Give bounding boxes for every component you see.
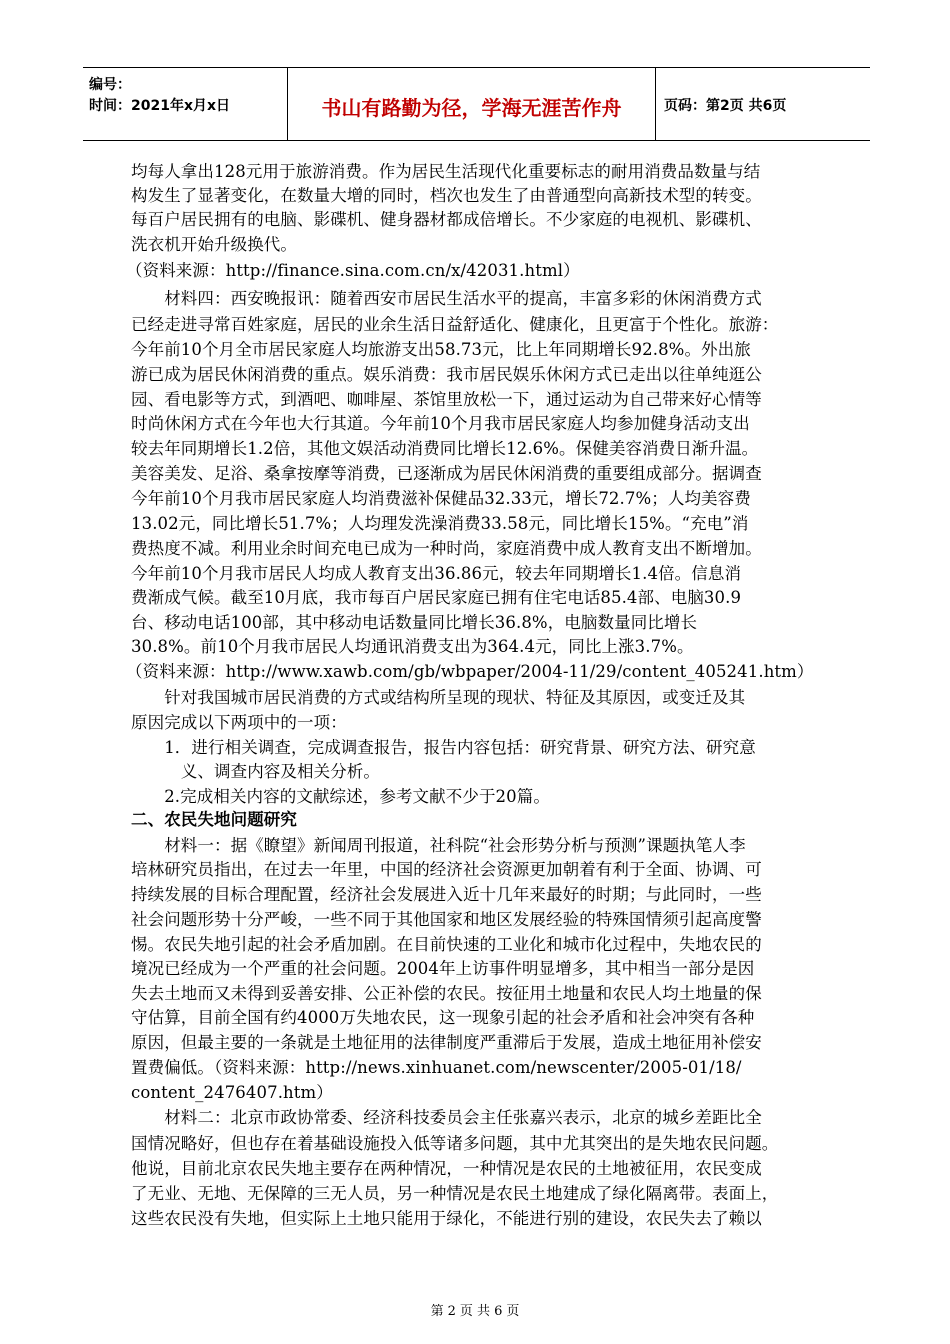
body-line: 已经走进寻常百姓家庭，居民的业余生活日益舒适化、健康化，且更富于个性化。旅游：	[131, 315, 779, 334]
body-line: 这些农民没有失地，但实际上土地只能用于绿化，不能进行别的建设，农民失去了赖以	[131, 1209, 762, 1228]
footer-page-total: 6	[494, 1304, 503, 1319]
body-line: 30.8%。前10个月我市居民人均通讯消费支出为364.4元，同比上涨3.7%。	[131, 637, 694, 656]
footer-page-number: 2	[447, 1304, 456, 1319]
document-date-label: 时间：2021年x月x日	[89, 98, 231, 114]
body-line: 费热度不减。利用业余时间充电已成为一种时尚，家庭消费中成人教育支出不断增加。	[131, 539, 762, 558]
body-line: 持续发展的目标合理配置，经济社会发展进入近十几年来最好的时期；与此同时，一些	[131, 885, 762, 904]
header-motto-cell	[288, 68, 656, 140]
body-line: 费渐成气候。截至10月底，我市每百户居民家庭已拥有住宅电话85.4部、电脑30.9	[131, 588, 742, 607]
body-line: 今年前10个月我市居民人均成人教育支出36.86元，较去年同期增长1.4倍。信息消	[131, 564, 742, 583]
source-citation: （资料来源：http://www.xawb.com/gb/wbpaper/2004-11/29/content_405241.htm）	[126, 662, 814, 681]
body-line: 美容美发、足浴、桑拿按摩等消费，已逐渐成为居民休闲消费的重要组成部分。据调查	[131, 464, 762, 483]
body-line: 国情况略好，但也存在着基础设施投入低等诸多问题，其中尤其突出的是失地农民问题。	[131, 1134, 779, 1153]
body-line: 均每人拿出128元用于旅游消费。作为居民生活现代化重要标志的耐用消费品数量与结	[131, 162, 761, 181]
task-item-2: 2.完成相关内容的文献综述，参考文献不少于20篇。	[131, 787, 550, 806]
header-motto: 书山有路勤为径，学海无涯苦作舟	[321, 96, 622, 120]
body-line: 材料二：北京市政协常委、经济科技委员会主任张嘉兴表示，北京的城乡差距比全	[131, 1108, 762, 1127]
footer-page-mid: 页 共	[459, 1304, 491, 1319]
task-item-1: 1．进行相关调查，完成调查报告，报告内容包括：研究背景、研究方法、研究意	[131, 738, 756, 757]
body-line: 境况已经成为一个严重的社会问题。2004年上访事件明显增多，其中相当一部分是因	[131, 959, 755, 978]
body-line: 社会问题形势十分严峻，一些不同于其他国家和地区发展经验的特殊国情须引起高度警	[131, 910, 762, 929]
header-meta-cell	[83, 68, 288, 140]
header-page-info: 页码：第2页 共6页	[664, 98, 787, 114]
body-line: 今年前10个月全市居民家庭人均旅游支出58.73元，比上年同期增长92.8%。外出旅	[131, 340, 751, 359]
page-header	[83, 67, 870, 141]
footer-page-prefix: 第	[430, 1304, 444, 1319]
body-line: 材料一：据《瞭望》新闻周刊报道，社科院“社会形势分析与预测”课题执笔人李	[131, 836, 746, 855]
body-line: content_2476407.htm）	[131, 1083, 333, 1102]
header-page-cell	[656, 68, 870, 140]
body-line: 构发生了显著变化，在数量大增的同时，档次也发生了由普通型向高新技术型的转变。	[131, 186, 762, 205]
body-line: 原因完成以下两项中的一项：	[131, 713, 347, 732]
body-line: 惕。农民失地引起的社会矛盾加剧。在目前快速的工业化和城市化过程中，失地农民的	[131, 935, 762, 954]
body-line: 培林研究员指出，在过去一年里，中国的经济社会资源更加朝着有利于全面、协调、可	[131, 860, 762, 879]
body-line: 游已成为居民休闲消费的重点。娱乐消费：我市居民娱乐休闲方式已走出以往单纯逛公	[131, 365, 762, 384]
body-line: 他说，目前北京农民失地主要存在两种情况，一种情况是农民的土地被征用，农民变成	[131, 1159, 762, 1178]
body-line: 针对我国城市居民消费的方式或结构所呈现的现状、特征及其原因，或变迁及其	[131, 688, 746, 707]
body-line: 材料四：西安晚报讯：随着西安市居民生活水平的提高，丰富多彩的休闲消费方式	[131, 289, 762, 308]
body-line: 台、移动电话100部，其中移动电话数量同比增长36.8%，电脑数量同比增长	[131, 613, 698, 632]
footer-page-suffix: 页	[506, 1304, 520, 1319]
body-line: 今年前10个月我市居民家庭人均消费滋补保健品32.33元，增长72.7%；人均美容费	[131, 489, 751, 508]
body-line: 每百户居民拥有的电脑、影碟机、健身器材都成倍增长。不少家庭的电视机、影碟机、	[131, 210, 762, 229]
body-line: 洗衣机开始升级换代。	[131, 235, 297, 254]
task-item-1-cont: 义、调查内容及相关分析。	[131, 762, 380, 781]
section-heading: 二、农民失地问题研究	[131, 810, 297, 829]
body-line: 时尚休闲方式在今年也大行其道。今年前10个月我市居民家庭人均参加健身活动支出	[131, 414, 750, 433]
body-line: 置费偏低。（资料来源：http://news.xinhuanet.com/newscenter/2005-01/18/	[131, 1058, 742, 1077]
document-number-label: 编号：	[89, 77, 131, 93]
page-footer	[0, 1300, 950, 1319]
body-line: 园、看电影等方式，到酒吧、咖啡屋、茶馆里放松一下，通过运动为自己带来好心情等	[131, 390, 762, 409]
body-line: 守估算，目前全国有约4000万失地农民，这一现象引起的社会矛盾和社会冲突有各种	[131, 1008, 755, 1027]
body-line: 13.02元，同比增长51.7%；人均理发洗澡消费33.58元，同比增长15%。“充电”消	[131, 514, 749, 533]
body-line: 较去年同期增长1.2倍，其他文娱活动消费同比增长12.6%。保健美容消费日渐升温。	[131, 439, 759, 458]
source-citation: （资料来源：http://finance.sina.com.cn/x/42031.html）	[126, 261, 580, 280]
body-line: 失去土地而又未得到妥善安排、公正补偿的农民。按征用土地量和农民人均土地量的保	[131, 984, 762, 1003]
body-line: 原因，但最主要的一条就是土地征用的法律制度严重滞后于发展，造成土地征用补偿安	[131, 1033, 762, 1052]
body-line: 了无业、无地、无保障的三无人员，另一种情况是农民土地建成了绿化隔离带。表面上，	[131, 1184, 779, 1203]
